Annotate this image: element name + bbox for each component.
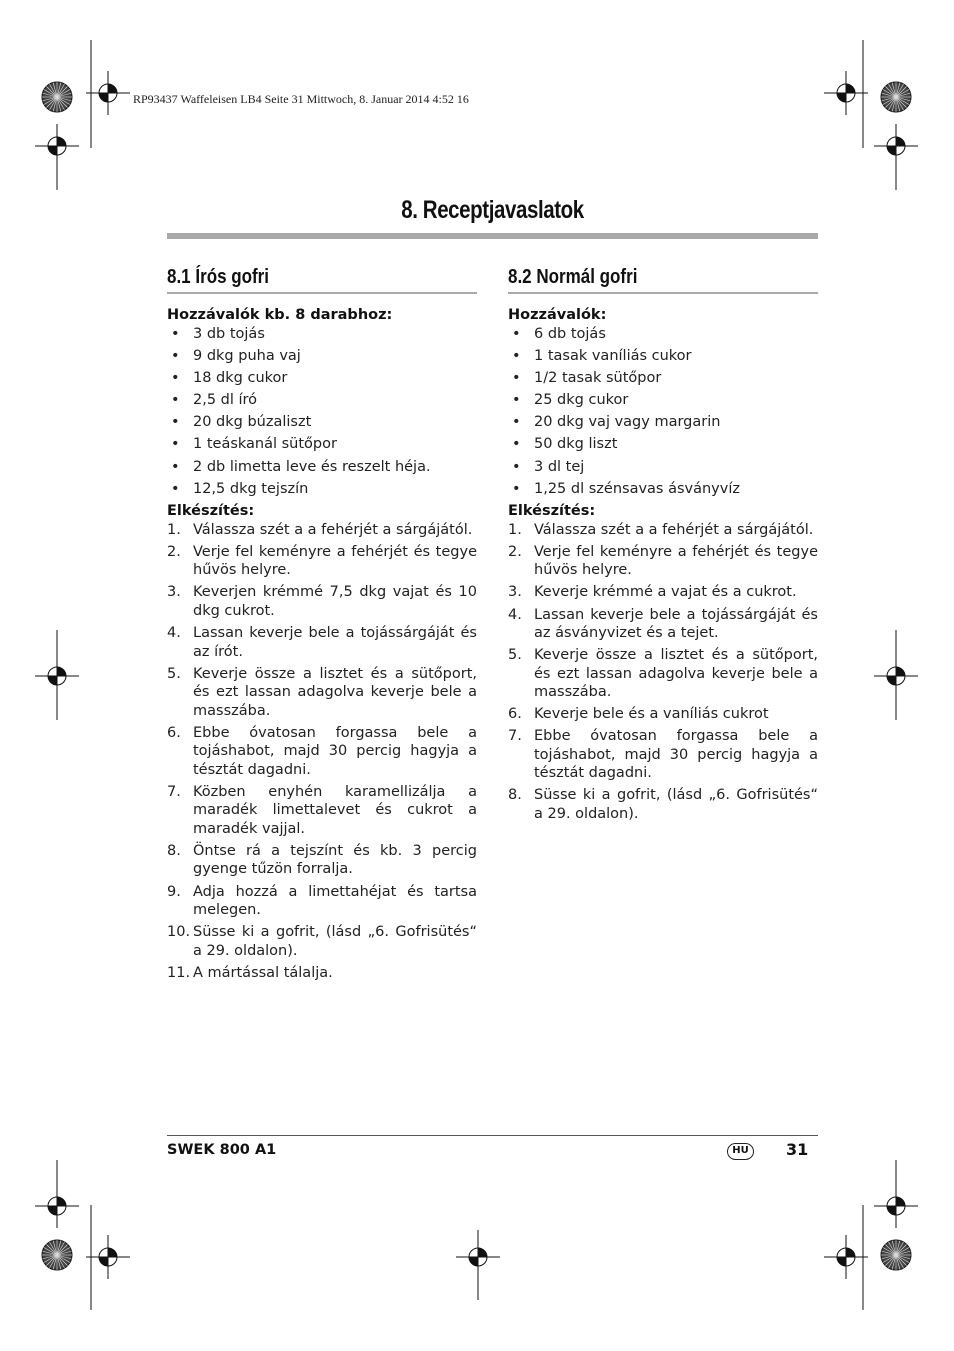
ingredient-text: 18 dkg cukor — [193, 370, 288, 387]
ingredient-item — [508, 413, 818, 432]
step-item — [167, 543, 477, 580]
ingredient-item — [508, 325, 818, 344]
step-item — [167, 783, 477, 839]
ingredient-item — [508, 391, 818, 410]
bullet-marker: • — [171, 480, 180, 497]
step-number: 8. — [508, 787, 522, 804]
step-item — [167, 923, 477, 960]
steps-label: Elkészítés: — [508, 502, 596, 519]
ingredient-text: 9 dkg puha vaj — [193, 348, 301, 365]
ingredient-item — [508, 458, 818, 477]
step-item — [508, 705, 818, 724]
step-item — [167, 583, 477, 620]
ingredient-item — [508, 369, 818, 388]
step-item — [508, 646, 818, 702]
ingredient-item — [508, 480, 818, 499]
bullet-marker: • — [512, 370, 521, 387]
bullet-marker: • — [512, 348, 521, 365]
step-number: 11. — [167, 964, 191, 981]
step-number: 1. — [508, 521, 522, 538]
step-item — [167, 842, 477, 879]
steps-list — [508, 521, 818, 824]
step-item — [167, 624, 477, 661]
ingredient-text: 6 db tojás — [534, 326, 606, 342]
step-item — [167, 665, 477, 721]
step-text: A mártással tálalja. — [193, 964, 333, 981]
step-number: 6. — [167, 724, 181, 741]
section-rule — [508, 292, 818, 294]
ingredient-text: 20 dkg búzaliszt — [193, 414, 312, 431]
bullet-marker: • — [512, 392, 521, 409]
step-text: Keverje össze a lisztet és a sütőport, és ezt lassan adagolva keverje bele a masszába. — [534, 647, 818, 701]
step-text: Öntse rá a tejszínt és kb. 3 percig gyenge tűzön forralja. — [193, 842, 477, 878]
step-number: 1. — [167, 521, 181, 538]
bullet-marker: • — [512, 414, 521, 431]
step-item — [167, 964, 477, 983]
step-text: Süsse ki a gofrit, (lásd „6. Gofrisütés“ a 29. oldalon). — [534, 787, 818, 822]
footer-rule — [167, 1135, 818, 1136]
ingredients-list — [167, 325, 477, 498]
ingredient-text: 1,25 dl szénsavas ásványvíz — [534, 480, 740, 497]
ingredient-item — [167, 480, 477, 499]
step-text: Keverjen krémmé 7,5 dkg vajat és 10 dkg cukrot. — [193, 584, 477, 619]
ingredient-text: 1 tasak vaníliás cukor — [534, 348, 692, 365]
ingredient-text: 25 dkg cukor — [534, 392, 629, 409]
ingredient-item — [167, 413, 477, 432]
step-text: Válassza szét a a fehérjét a sárgájától. — [534, 521, 814, 538]
bullet-marker: • — [171, 436, 180, 453]
section-heading: 8.1 Írós gofri — [167, 266, 270, 288]
step-text: Adja hozzá a limettahéjat és tartsa melegen. — [193, 883, 477, 918]
step-item — [508, 786, 818, 823]
ingredient-text: 20 dkg vaj vagy margarin — [534, 414, 721, 431]
title-rule — [167, 233, 818, 239]
step-item — [508, 521, 818, 540]
section-heading: 8.2 Normál gofri — [508, 266, 638, 288]
step-number: 2. — [508, 543, 522, 560]
bullet-marker: • — [171, 414, 180, 431]
step-number: 10. — [167, 924, 191, 941]
section-rule — [167, 292, 477, 294]
ingredients-label: Hozzávalók: — [508, 307, 607, 323]
print-header: RP93437 Waffeleisen LB4 Seite 31 Mittwoch, 8. Januar 2014 4:52 16 — [133, 92, 469, 106]
section-iros-gofri — [167, 262, 477, 986]
bullet-marker: • — [512, 326, 521, 342]
step-text: Lassan keverje bele a tojássárgáját és az írót. — [193, 625, 477, 660]
step-text: Keverje bele és a vaníliás cukrot — [534, 706, 769, 723]
bullet-marker: • — [512, 480, 521, 497]
step-number: 8. — [167, 842, 181, 859]
step-item — [167, 724, 477, 780]
step-text: Ebbe óvatosan forgassa bele a tojáshabot, majd 30 percig hagyja a tésztát dagadni. — [534, 728, 818, 782]
step-item — [508, 583, 818, 602]
step-text: Keverje krémmé a vajat és a cukrot. — [534, 584, 797, 601]
step-item — [508, 727, 818, 783]
bullet-marker: • — [512, 458, 521, 475]
ingredient-text: 1/2 tasak sütőpor — [534, 370, 662, 387]
bullet-marker: • — [171, 326, 180, 342]
ingredient-text: 3 dl tej — [534, 458, 585, 475]
page-title: 8. Receptjavaslatok — [401, 196, 584, 224]
steps-list — [167, 521, 477, 982]
ingredient-item — [167, 435, 477, 454]
language-badge: HU — [727, 1143, 754, 1160]
bullet-marker: • — [171, 458, 180, 475]
step-text: Lassan keverje bele a tojássárgáját és az ásványvizet és a tejet. — [534, 606, 818, 642]
ingredient-text: 12,5 dkg tejszín — [193, 480, 309, 497]
step-number: 5. — [508, 647, 522, 664]
bullet-marker: • — [171, 392, 180, 409]
ingredient-item — [167, 347, 477, 366]
section-normal-gofri — [508, 262, 818, 827]
ingredient-text: 1 teáskanál sütőpor — [193, 436, 337, 453]
step-item — [167, 521, 477, 540]
ingredients-list — [508, 325, 818, 498]
step-number: 5. — [167, 665, 181, 682]
ingredient-text: 2,5 dl író — [193, 392, 258, 409]
step-number: 2. — [167, 543, 181, 560]
ingredient-text: 2 db limetta leve és reszelt héja. — [193, 458, 431, 475]
step-number: 7. — [167, 783, 181, 800]
ingredient-item — [508, 435, 818, 454]
step-text: Verje fel keményre a fehérjét és tegye hűvös helyre. — [193, 543, 477, 579]
step-text: Keverje össze a lisztet és a sütőport, és ezt lassan adagolva keverje bele a masszába. — [193, 665, 477, 719]
step-number: 3. — [167, 584, 181, 601]
bullet-marker: • — [171, 370, 180, 387]
step-number: 4. — [167, 625, 181, 642]
bullet-marker: • — [171, 348, 180, 365]
step-number: 7. — [508, 728, 522, 745]
footer-model: SWEK 800 A1 — [167, 1142, 277, 1158]
ingredient-item — [167, 391, 477, 410]
page-number: 31 — [786, 1140, 809, 1159]
step-number: 3. — [508, 584, 522, 601]
bullet-marker: • — [512, 436, 521, 453]
step-number: 4. — [508, 606, 522, 623]
step-item — [508, 606, 818, 643]
ingredient-item — [167, 458, 477, 477]
step-item — [167, 883, 477, 920]
step-item — [508, 543, 818, 580]
step-number: 9. — [167, 883, 181, 900]
step-text: Süsse ki a gofrit, (lásd „6. Gofrisütés“ a 29. oldalon). — [193, 924, 477, 959]
step-text: Közben enyhén karamellizálja a maradék limettalevet és cukrot a maradék vajjal. — [193, 783, 477, 837]
ingredient-text: 50 dkg liszt — [534, 436, 618, 453]
step-text: Ebbe óvatosan forgassa bele a tojáshabot, majd 30 percig hagyja a tésztát dagadni. — [193, 724, 477, 778]
step-number: 6. — [508, 706, 522, 723]
step-text: Verje fel keményre a fehérjét és tegye hűvös helyre. — [534, 543, 818, 579]
ingredient-item — [167, 325, 477, 344]
steps-label: Elkészítés: — [167, 502, 255, 519]
step-text: Válassza szét a a fehérjét a sárgájától. — [193, 521, 473, 538]
ingredient-item — [167, 369, 477, 388]
ingredient-text: 3 db tojás — [193, 326, 265, 342]
ingredients-label: Hozzávalók kb. 8 darabhoz: — [167, 307, 393, 323]
ingredient-item — [508, 347, 818, 366]
